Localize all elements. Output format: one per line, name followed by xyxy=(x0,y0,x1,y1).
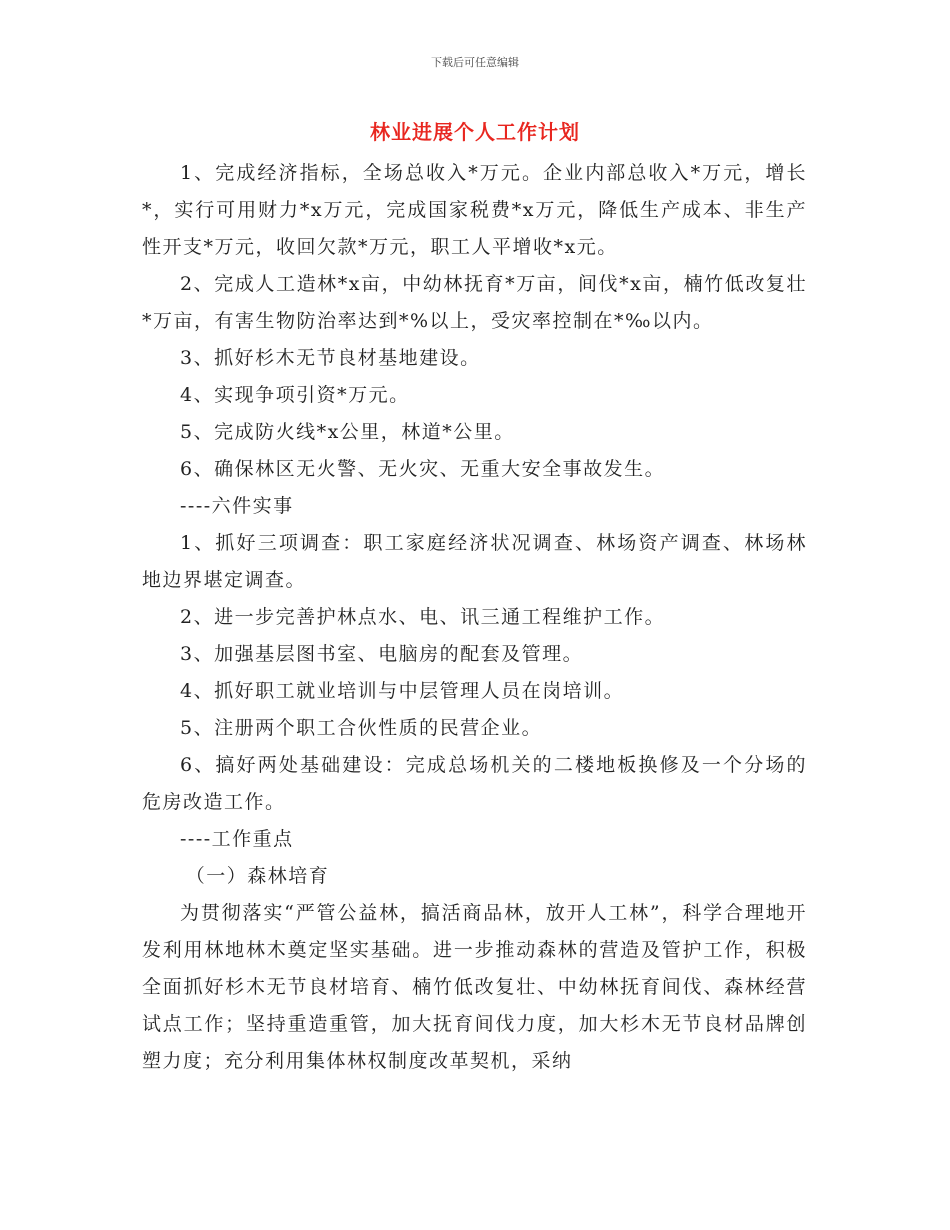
paragraph: 3、加强基层图书室、电脑房的配套及管理。 xyxy=(180,643,584,665)
paragraph: 3、抓好杉木无节良材基地建设。 xyxy=(180,347,481,369)
paragraph: 为贯彻落实“严管公益林，搞活商品林，放开人工林”，科学合理地开发利用林地林木奠定坚实基础。进一步推动森林的营造及管护工作，积极全面抓好杉木无节良材培育、楠竹低改复壮、中幼林抚育间伐、森林经营试点工作；坚持重造重管，加大抚育间伐力度，加大杉木无节良材品牌创塑力度；充分利用集体林权制度改革契机，采纳 xyxy=(142,902,807,1072)
document-title: 林业进展个人工作计划 xyxy=(370,120,580,144)
paragraph: 1、抓好三项调查：职工家庭经济状况调查、林场资产调查、林场林地边界堪定调查。 xyxy=(142,532,807,591)
paragraph: 6、确保林区无火警、无火灾、无重大安全事故发生。 xyxy=(180,458,666,480)
paragraph: 2、进一步完善护林点水、电、讯三通工程维护工作。 xyxy=(180,606,666,628)
paragraph: 4、抓好职工就业培训与中层管理人员在岗培训。 xyxy=(180,680,625,702)
paragraph: 4、实现争项引资*万元。 xyxy=(180,384,410,406)
document-body xyxy=(142,155,807,1080)
paragraph: 5、完成防火线*x公里，林道*公里。 xyxy=(180,421,515,443)
paragraph: 6、搞好两处基础建设：完成总场机关的二楼地板换修及一个分场的危房改造工作。 xyxy=(142,754,807,813)
paragraph: 5、注册两个职工合伙性质的民营企业。 xyxy=(180,717,543,739)
section-heading: ----工作重点 xyxy=(180,828,294,850)
paragraph: 2、完成人工造林*x亩，中幼林抚育*万亩，间伐*x亩，楠竹低改复壮*万亩，有害生物防治率达到*%以上，受灾率控制在*‰以内。 xyxy=(142,273,807,332)
paragraph: 1、完成经济指标，全场总收入*万元。企业内部总收入*万元，增长*，实行可用财力*x万元，完成国家税费*x万元，降低生产成本、非生产性开支*万元，收回欠款*万元，职工人平增收*x元。 xyxy=(142,162,807,258)
subsection-heading: （一）森林培育 xyxy=(185,865,330,887)
header-note: 下载后可任意编辑 xyxy=(431,56,519,69)
section-heading: ----六件实事 xyxy=(180,495,294,517)
